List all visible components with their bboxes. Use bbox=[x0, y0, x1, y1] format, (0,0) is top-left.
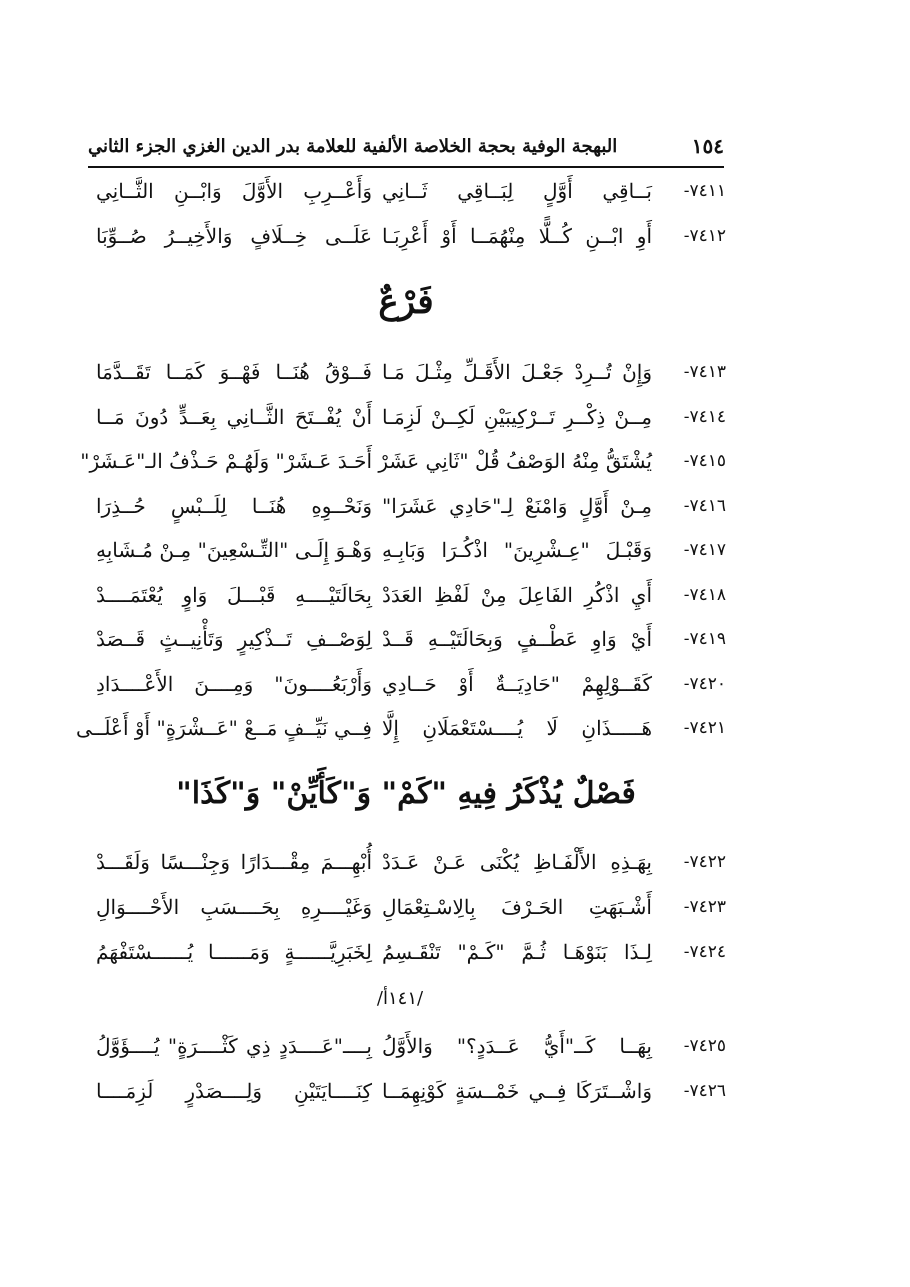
verse-second-hemistich: وَهْـوَ إِلَـى "التِّـسْعِينَ" مِـنْ مُـشَابِهِ bbox=[96, 538, 372, 562]
verse-second-hemistich: فَــوْقُ هُنَــا فَهْــوَ كَمَــا تَقَــدَّمَا bbox=[96, 360, 372, 384]
verse-line bbox=[96, 530, 726, 570]
verse-number: ٧٤٢٢- bbox=[683, 852, 726, 872]
verse-line bbox=[96, 397, 726, 437]
verse-number: ٧٤١٧- bbox=[683, 540, 726, 560]
verse-first-hemistich: وَاشْــتَرَكَا فِــي خَمْــسَةٍ كَوْنِهِمَــا bbox=[382, 1079, 652, 1103]
verse-first-hemistich: أَيِ اذْكُرِ الفَاعِلَ مِنْ لَفْظِ العَدَدْ bbox=[382, 583, 652, 607]
verse-line bbox=[96, 932, 726, 972]
page-header bbox=[88, 128, 724, 164]
verse-first-hemistich: يُشْتَقُّ مِنْهُ الوَصْفُ قُلْ "ثَانِي عَشَرْ bbox=[378, 449, 652, 473]
verse-second-hemistich: أَحَـدَ عَـشَرْ" وَلَهُـمْ حَـذْفُ الـ"عَـشَرْ" bbox=[80, 449, 372, 473]
verse-second-hemistich: وَأَرْبَعُــــونَ" وَمِــــنَ الأَعْــــدَادِ bbox=[96, 672, 372, 696]
verse-second-hemistich: وَنَحْــوِهِ هُنَــا لِلَــبْسٍ حُــذِرَا bbox=[96, 494, 372, 518]
verse-line bbox=[96, 842, 726, 882]
verse-number: ٧٤٢٦- bbox=[683, 1081, 726, 1101]
verse-number: ٧٤٢٥- bbox=[683, 1036, 726, 1056]
verse-number: ٧٤١٨- bbox=[683, 585, 726, 605]
verse-line bbox=[96, 216, 726, 256]
verse-first-hemistich: كَقَــوْلِهِمْ "حَادِيَــةٌ أَوْ حَــادِي bbox=[382, 672, 652, 696]
verse-number: ٧٤١١- bbox=[683, 181, 726, 201]
verse-first-hemistich: بَــاقِي أَوَّلٍ لِبَــاقِي ثَــانِي bbox=[382, 179, 652, 203]
verse-line bbox=[96, 1026, 726, 1066]
verse-number: ٧٤٢٣- bbox=[683, 897, 726, 917]
verse-number: ٧٤١٩- bbox=[683, 629, 726, 649]
folio-mark: /١٤١أ/ bbox=[376, 988, 424, 1009]
verse-number: ٧٤١٣- bbox=[683, 362, 726, 382]
verse-second-hemistich: وَغَيْــــرِهِ بِحَــــسَبِ الأَحْــــوَالِ bbox=[96, 895, 372, 919]
verse-line bbox=[96, 352, 726, 392]
verse-number: ٧٤١٥- bbox=[683, 451, 726, 471]
verse-second-hemistich: عَلَــى خِــلَافٍ وَالأَخِيــرُ صُــوِّبَا bbox=[96, 224, 372, 248]
verse-number: ٧٤١٦- bbox=[683, 496, 726, 516]
verse-first-hemistich: أَشْـبَهَتِ الحَـرْفَ بِالِاسْـتِعْمَالِ bbox=[382, 895, 652, 919]
verse-second-hemistich: بِــــ"عَــــدَدٍ ذِي كَثْــــرَةٍ" يُــــؤَوَّلُ bbox=[96, 1034, 372, 1058]
verse-first-hemistich: أَيْ وَاوِ عَطْــفٍ وَبِحَالَتَيْــهِ قَــدْ bbox=[382, 627, 652, 651]
verse-first-hemistich: بِهَــا كَــ"أَيُّ عَــدَدٍ؟" وَالأَوَّلُ bbox=[382, 1034, 652, 1058]
verse-line bbox=[76, 708, 726, 748]
verse-first-hemistich: وَقَبْـلَ "عِـشْرِينَ" اذْكُـرَا وَبَابِـهِ bbox=[382, 538, 652, 562]
section-heading-far: فَرْعٌ bbox=[378, 282, 434, 322]
verse-line bbox=[96, 575, 726, 615]
verse-second-hemistich: بِحَالَتَيْــــهِ قَبْـــلَ وَاوٍ يُعْتَمَــــدْ bbox=[96, 583, 372, 607]
verse-line bbox=[96, 887, 726, 927]
verse-second-hemistich: وَأَعْــرِبِ الأَوَّلَ وَابْــنِ الثَّــانِي bbox=[96, 179, 372, 203]
verse-second-hemistich: أُبْهِـــمَ مِقْـــدَارًا وَجِنْـــسًا وَلَقَـــدْ bbox=[96, 850, 372, 874]
verse-number: ٧٤١٤- bbox=[683, 407, 726, 427]
verse-number: ٧٤٢١- bbox=[683, 718, 726, 738]
verse-line bbox=[96, 664, 726, 704]
section-heading-fasl: فَصْلٌ يُذْكَرُ فِيهِ "كَمْ" وَ"كَأَيِّنْ" وَ"كَذَا" bbox=[176, 776, 636, 811]
page-number: ١٥٤ bbox=[691, 134, 724, 158]
verse-first-hemistich: مِــنْ ذِكْــرِ تَــرْكِيبَيْنِ لَكِــنْ لَزِمَـا bbox=[382, 405, 652, 429]
verse-first-hemistich: أَوِ ابْــنِ كُــلًّا مِنْهُمَــا أَوْ أَعْرِبَـا bbox=[382, 224, 652, 248]
verse-line bbox=[96, 486, 726, 526]
header-rule bbox=[88, 166, 724, 168]
verse-line bbox=[96, 1071, 726, 1111]
verse-second-hemistich: فِــي نَيِّــفٍ مَــعْ "عَــشْرَةٍ" أَوْ أَعْلَــى bbox=[76, 716, 372, 740]
verse-first-hemistich: مِـنْ أَوَّلٍ وَامْنَعْ لِـ"حَادِي عَشَرَا" bbox=[382, 494, 652, 518]
verse-first-hemistich: وَإِنْ تُــرِدْ جَعْـلَ الأَقَـلِّ مِثْـلَ مَـا bbox=[382, 360, 652, 384]
verse-second-hemistich: أَنْ يُفْــتَحَ الثَّــانِي بِعَــدٍّ دُونَ مَــا bbox=[96, 405, 372, 429]
verse-second-hemistich: لِوَصْــفِ تَــذْكِيرٍ وَتَأْنِيــثٍ قَــصَدْ bbox=[96, 627, 372, 651]
verse-first-hemistich: بِهَـذِهِ الأَلْفَـاظِ يُكْنَى عَـنْ عَـدَدْ bbox=[382, 850, 652, 874]
verse-line bbox=[80, 441, 726, 481]
verse-number: ٧٤١٢- bbox=[683, 226, 726, 246]
verse-second-hemistich: كِنَــــايَتَيْنِ وَلِــــصَدْرٍ لَزِمَــــا bbox=[96, 1079, 372, 1103]
verse-first-hemistich: هَـــــذَانِ لَا يُــــسْتَعْمَلَانِ إِلَّا bbox=[382, 716, 652, 740]
verse-first-hemistich: لِـذَا بَنَوْهَـا ثُـمَّ "كَـمْ" تَنْقَـسِمُ bbox=[382, 940, 652, 964]
verse-line bbox=[96, 171, 726, 211]
verse-second-hemistich: لِخَبَرِيَّــــــةٍ وَمَــــــا يُــــــسْتَفْهَمُ bbox=[96, 940, 372, 964]
verse-line bbox=[96, 619, 726, 659]
running-title: البهجة الوفية بحجة الخلاصة الألفية للعلامة بدر الدين الغزي الجزء الثاني bbox=[88, 135, 618, 157]
verse-number: ٧٤٢٤- bbox=[683, 942, 726, 962]
verse-number: ٧٤٢٠- bbox=[683, 674, 726, 694]
